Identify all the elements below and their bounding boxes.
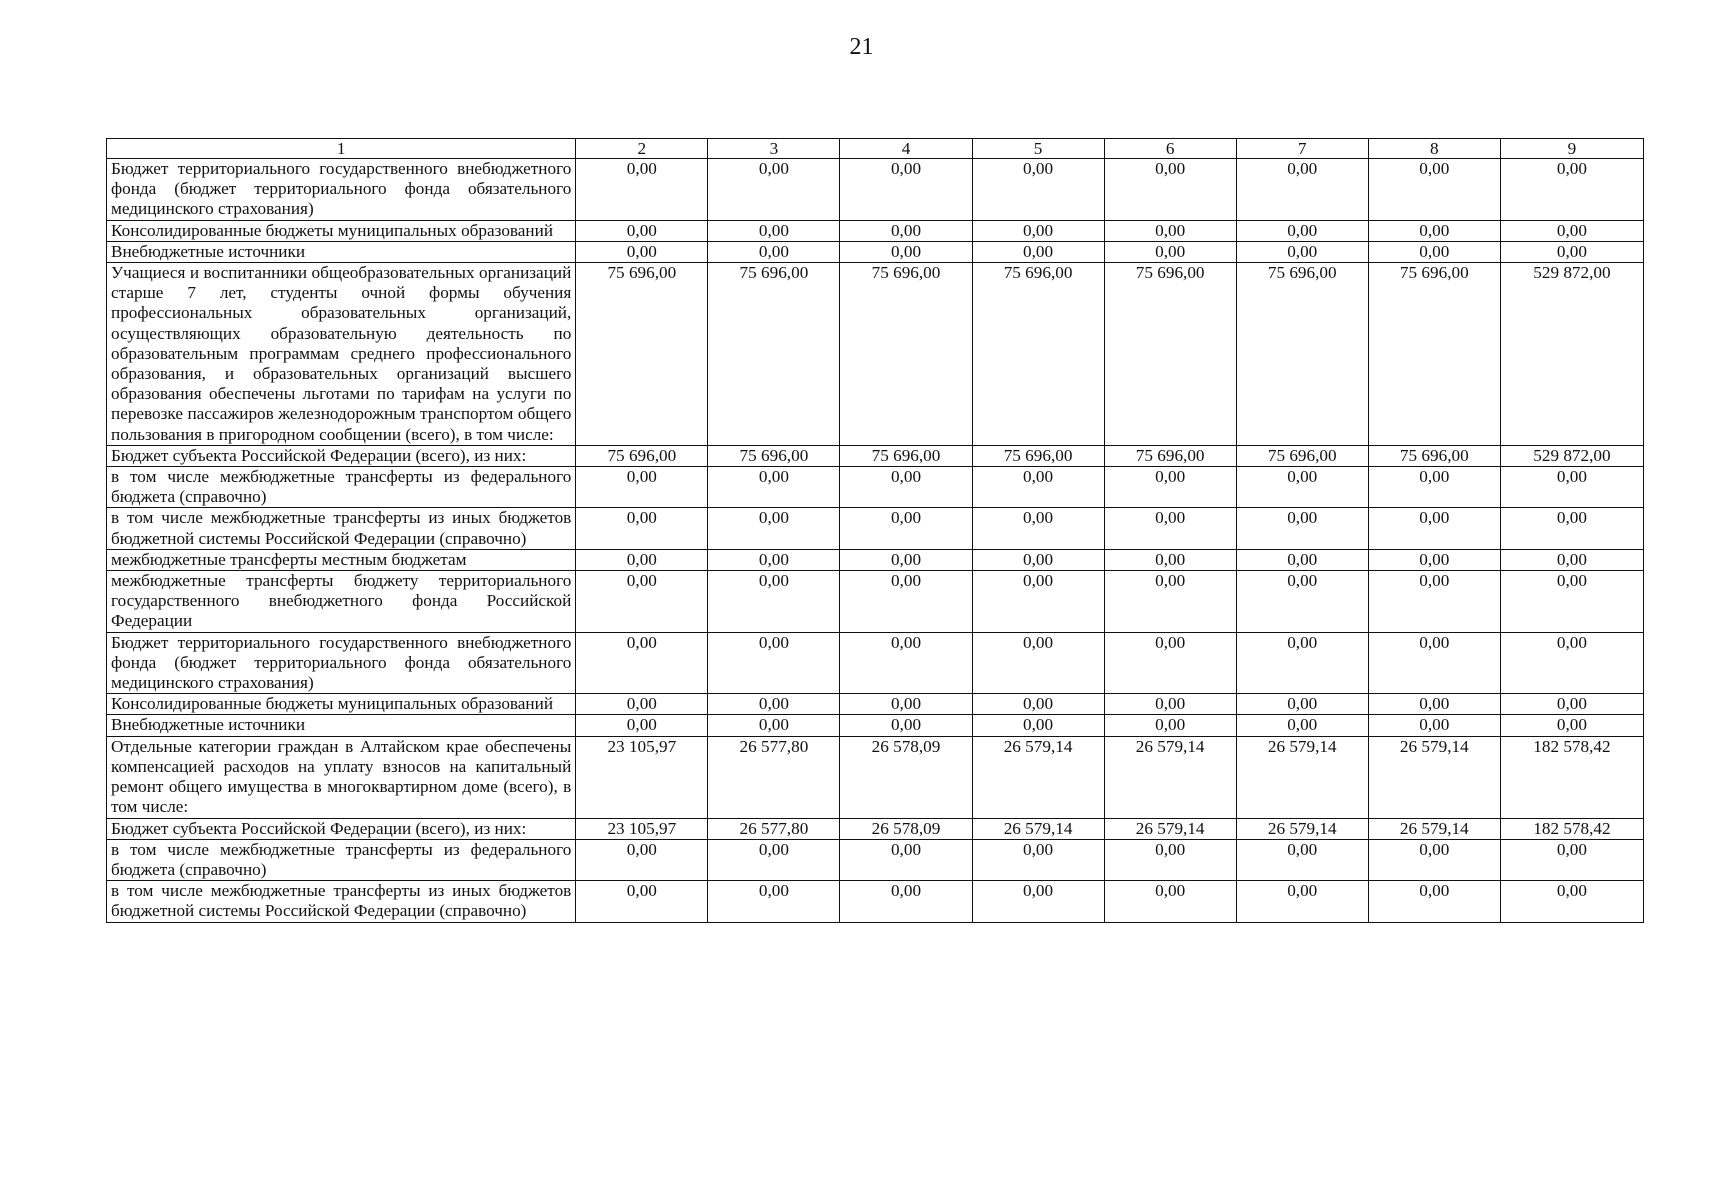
value-cell: 0,00	[840, 220, 972, 241]
value-cell: 0,00	[1500, 881, 1643, 922]
row-label: Отдельные категории граждан в Алтайском крае обеспечены компенсацией расходов на уплату взносов на капитальный ремонт общего имущества в многоквартирном доме (всего), в том числе:	[107, 736, 576, 818]
row-label: Бюджет территориального государственного внебюджетного фонда (бюджет территориального фонда обязательного медицинского страхования)	[107, 632, 576, 694]
column-header: 2	[576, 139, 708, 159]
value-cell: 75 696,00	[1236, 445, 1368, 466]
value-cell: 75 696,00	[972, 445, 1104, 466]
table-row	[107, 263, 1644, 446]
table-row	[107, 715, 1644, 736]
column-header: 9	[1500, 139, 1643, 159]
value-cell: 0,00	[1236, 632, 1368, 694]
value-cell: 0,00	[1104, 549, 1236, 570]
row-label: в том числе межбюджетные трансферты из иных бюджетов бюджетной системы Российской Федерации (справочно)	[107, 881, 576, 922]
value-cell: 0,00	[840, 632, 972, 694]
value-cell: 0,00	[840, 839, 972, 880]
column-header: 8	[1368, 139, 1500, 159]
table-row	[107, 632, 1644, 694]
value-cell: 75 696,00	[840, 445, 972, 466]
column-header: 4	[840, 139, 972, 159]
column-header: 5	[972, 139, 1104, 159]
value-cell: 0,00	[708, 549, 840, 570]
value-cell: 26 578,09	[840, 736, 972, 818]
value-cell: 0,00	[576, 715, 708, 736]
value-cell: 26 579,14	[1368, 736, 1500, 818]
row-label: Внебюджетные источники	[107, 241, 576, 262]
row-label: Консолидированные бюджеты муниципальных образований	[107, 694, 576, 715]
value-cell: 75 696,00	[1236, 263, 1368, 446]
table-row	[107, 549, 1644, 570]
value-cell: 0,00	[708, 571, 840, 633]
value-cell: 0,00	[840, 508, 972, 549]
value-cell: 0,00	[1500, 694, 1643, 715]
value-cell: 0,00	[1368, 839, 1500, 880]
value-cell: 75 696,00	[840, 263, 972, 446]
value-cell: 0,00	[1500, 467, 1643, 508]
table-row	[107, 467, 1644, 508]
value-cell: 0,00	[576, 881, 708, 922]
value-cell: 0,00	[840, 549, 972, 570]
value-cell: 0,00	[972, 159, 1104, 221]
value-cell: 0,00	[1368, 220, 1500, 241]
value-cell: 0,00	[1104, 159, 1236, 221]
row-label: в том числе межбюджетные трансферты из федерального бюджета (справочно)	[107, 839, 576, 880]
column-number-row	[107, 139, 1644, 159]
value-cell: 23 105,97	[576, 818, 708, 839]
value-cell: 26 579,14	[1236, 818, 1368, 839]
value-cell: 0,00	[708, 715, 840, 736]
row-label: Бюджет субъекта Российской Федерации (всего), из них:	[107, 818, 576, 839]
row-label: межбюджетные трансферты бюджету территориального государственного внебюджетного фонда Российской Федерации	[107, 571, 576, 633]
value-cell: 0,00	[1368, 632, 1500, 694]
value-cell: 26 577,80	[708, 736, 840, 818]
row-label: Внебюджетные источники	[107, 715, 576, 736]
column-header: 1	[107, 139, 576, 159]
value-cell: 0,00	[1104, 715, 1236, 736]
value-cell: 0,00	[972, 632, 1104, 694]
value-cell: 0,00	[1236, 241, 1368, 262]
value-cell: 75 696,00	[708, 445, 840, 466]
value-cell: 0,00	[840, 159, 972, 221]
value-cell: 0,00	[1368, 241, 1500, 262]
value-cell: 0,00	[840, 467, 972, 508]
value-cell: 0,00	[576, 159, 708, 221]
value-cell: 0,00	[576, 549, 708, 570]
value-cell: 0,00	[1368, 881, 1500, 922]
value-cell: 0,00	[1104, 632, 1236, 694]
value-cell: 0,00	[1368, 549, 1500, 570]
value-cell: 26 579,14	[972, 736, 1104, 818]
value-cell: 75 696,00	[1104, 263, 1236, 446]
value-cell: 75 696,00	[576, 263, 708, 446]
value-cell: 26 579,14	[972, 818, 1104, 839]
value-cell: 182 578,42	[1500, 818, 1643, 839]
value-cell: 75 696,00	[1368, 263, 1500, 446]
table-row	[107, 241, 1644, 262]
value-cell: 0,00	[576, 632, 708, 694]
value-cell: 0,00	[972, 467, 1104, 508]
value-cell: 0,00	[1104, 571, 1236, 633]
page-number: 21	[849, 34, 874, 60]
value-cell: 0,00	[1500, 632, 1643, 694]
value-cell: 75 696,00	[972, 263, 1104, 446]
value-cell: 0,00	[972, 839, 1104, 880]
value-cell: 0,00	[1236, 839, 1368, 880]
row-label: межбюджетные трансферты местным бюджетам	[107, 549, 576, 570]
value-cell: 0,00	[708, 220, 840, 241]
value-cell: 0,00	[1104, 220, 1236, 241]
value-cell: 0,00	[576, 571, 708, 633]
value-cell: 0,00	[1500, 715, 1643, 736]
value-cell: 0,00	[972, 241, 1104, 262]
value-cell: 0,00	[708, 694, 840, 715]
value-cell: 0,00	[1368, 694, 1500, 715]
value-cell: 529 872,00	[1500, 263, 1643, 446]
value-cell: 0,00	[1104, 839, 1236, 880]
value-cell: 26 579,14	[1236, 736, 1368, 818]
value-cell: 26 577,80	[708, 818, 840, 839]
value-cell: 0,00	[1500, 839, 1643, 880]
table-row	[107, 839, 1644, 880]
value-cell: 0,00	[972, 715, 1104, 736]
value-cell: 0,00	[576, 467, 708, 508]
value-cell: 0,00	[840, 694, 972, 715]
value-cell: 0,00	[708, 632, 840, 694]
value-cell: 0,00	[1236, 549, 1368, 570]
value-cell: 0,00	[1500, 571, 1643, 633]
column-header: 3	[708, 139, 840, 159]
value-cell: 0,00	[1236, 467, 1368, 508]
value-cell: 0,00	[576, 694, 708, 715]
value-cell: 0,00	[708, 839, 840, 880]
column-header: 6	[1104, 139, 1236, 159]
value-cell: 0,00	[840, 881, 972, 922]
row-label: Бюджет территориального государственного внебюджетного фонда (бюджет территориального фонда обязательного медицинского страхования)	[107, 159, 576, 221]
table-row	[107, 571, 1644, 633]
budget-table-body	[107, 139, 1644, 923]
value-cell: 26 578,09	[840, 818, 972, 839]
value-cell: 0,00	[708, 467, 840, 508]
value-cell: 529 872,00	[1500, 445, 1643, 466]
value-cell: 0,00	[1236, 220, 1368, 241]
value-cell: 0,00	[972, 220, 1104, 241]
value-cell: 0,00	[1500, 241, 1643, 262]
table-row	[107, 694, 1644, 715]
value-cell: 0,00	[1104, 694, 1236, 715]
value-cell: 0,00	[576, 241, 708, 262]
value-cell: 75 696,00	[576, 445, 708, 466]
table-row	[107, 881, 1644, 922]
table-row	[107, 445, 1644, 466]
row-label: в том числе межбюджетные трансферты из иных бюджетов бюджетной системы Российской Федерации (справочно)	[107, 508, 576, 549]
value-cell: 0,00	[708, 159, 840, 221]
row-label: Бюджет субъекта Российской Федерации (всего), из них:	[107, 445, 576, 466]
value-cell: 0,00	[708, 881, 840, 922]
value-cell: 0,00	[1236, 694, 1368, 715]
row-label: в том числе межбюджетные трансферты из федерального бюджета (справочно)	[107, 467, 576, 508]
value-cell: 26 579,14	[1368, 818, 1500, 839]
value-cell: 0,00	[1104, 508, 1236, 549]
value-cell: 0,00	[840, 715, 972, 736]
table-row	[107, 220, 1644, 241]
row-label: Консолидированные бюджеты муниципальных образований	[107, 220, 576, 241]
value-cell: 0,00	[972, 571, 1104, 633]
value-cell: 75 696,00	[1104, 445, 1236, 466]
value-cell: 182 578,42	[1500, 736, 1643, 818]
table-row	[107, 159, 1644, 221]
table-row	[107, 736, 1644, 818]
value-cell: 0,00	[708, 508, 840, 549]
value-cell: 0,00	[840, 571, 972, 633]
value-cell: 23 105,97	[576, 736, 708, 818]
value-cell: 0,00	[972, 694, 1104, 715]
value-cell: 0,00	[576, 508, 708, 549]
value-cell: 0,00	[1104, 241, 1236, 262]
value-cell: 0,00	[1236, 571, 1368, 633]
value-cell: 0,00	[840, 241, 972, 262]
value-cell: 0,00	[1500, 508, 1643, 549]
value-cell: 0,00	[1236, 508, 1368, 549]
row-label: Учащиеся и воспитанники общеобразовательных организаций старше 7 лет, студенты очной формы обучения профессиональных образовательных организаций, осуществляющих образовательную деятельность по образовательным программам среднего профессионального образования, и образовательных организаций высшего образования обеспечены льготами по тарифам на услуги по перевозке пассажиров железнодорожным транспортом общего пользования в пригородном сообщении (всего), в том числе:	[107, 263, 576, 446]
value-cell: 0,00	[1368, 571, 1500, 633]
value-cell: 0,00	[708, 241, 840, 262]
table-row	[107, 508, 1644, 549]
value-cell: 0,00	[1500, 220, 1643, 241]
table-row	[107, 818, 1644, 839]
value-cell: 75 696,00	[708, 263, 840, 446]
value-cell: 75 696,00	[1368, 445, 1500, 466]
value-cell: 26 579,14	[1104, 736, 1236, 818]
value-cell: 0,00	[1104, 467, 1236, 508]
value-cell: 0,00	[972, 881, 1104, 922]
value-cell: 0,00	[1236, 159, 1368, 221]
value-cell: 0,00	[576, 220, 708, 241]
value-cell: 0,00	[1368, 159, 1500, 221]
value-cell: 26 579,14	[1104, 818, 1236, 839]
value-cell: 0,00	[576, 839, 708, 880]
value-cell: 0,00	[972, 508, 1104, 549]
value-cell: 0,00	[1500, 549, 1643, 570]
value-cell: 0,00	[1104, 881, 1236, 922]
value-cell: 0,00	[1236, 715, 1368, 736]
value-cell: 0,00	[972, 549, 1104, 570]
value-cell: 0,00	[1368, 467, 1500, 508]
column-header: 7	[1236, 139, 1368, 159]
value-cell: 0,00	[1368, 508, 1500, 549]
value-cell: 0,00	[1500, 159, 1643, 221]
value-cell: 0,00	[1368, 715, 1500, 736]
value-cell: 0,00	[1236, 881, 1368, 922]
budget-table	[106, 138, 1644, 923]
